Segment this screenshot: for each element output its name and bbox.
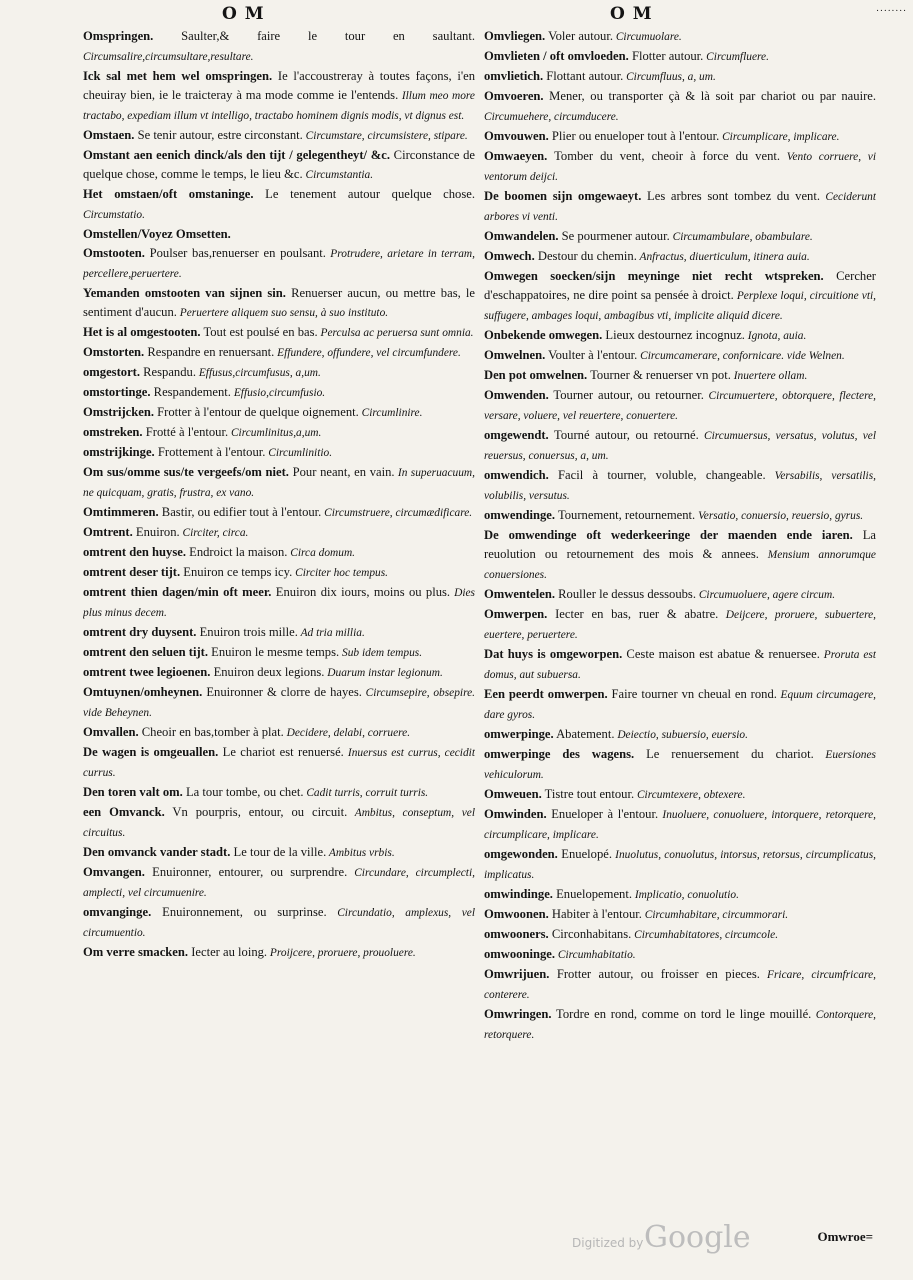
headword: Omwech. (484, 249, 535, 263)
dictionary-entry (83, 623, 475, 643)
french-definition: Tout est poulsé en bas. (200, 325, 318, 339)
latin-equivalent: Sub idem tempus. (339, 647, 423, 659)
latin-equivalent: Circumlinire. (358, 407, 423, 419)
french-definition: Tomber du vent, cheoir à force du vent. (547, 149, 781, 163)
dictionary-entry (83, 185, 475, 225)
french-definition: Saulter,& faire le tour en saultant. (153, 29, 475, 43)
headword: Om sus/omme sus/te vergeefs/om niet. (83, 465, 289, 479)
headword: Omwenden. (484, 388, 549, 402)
french-definition: Enuiron deux legions. (210, 665, 325, 679)
latin-equivalent: Effusio,circumfusio. (230, 387, 326, 399)
latin-equivalent: Cadit turris, corruit turris. (303, 787, 429, 799)
dictionary-entry (484, 645, 876, 685)
headword: Omspringen. (83, 29, 154, 43)
dictionary-entry (83, 843, 475, 863)
dictionary-entry (83, 67, 475, 126)
headword: Omwegen soecken/sijn meyninge niet recht wtspreken. (484, 269, 824, 283)
french-definition: Mener, ou transporter çà & là soit par chariot ou par nauire. (543, 89, 876, 103)
latin-equivalent: Effusus,circumfusus, a,um. (195, 367, 321, 379)
french-definition: Facil à tourner, voluble, changeable. (548, 468, 766, 482)
dictionary-entry (83, 523, 475, 543)
latin-equivalent: Perculsa ac peruersa sunt omnia. (317, 327, 474, 339)
dictionary-entry (484, 386, 876, 426)
french-definition: Vn pourpris, entour, ou circuit. (164, 805, 348, 819)
headword: Omweuen. (484, 787, 542, 801)
dictionary-entry (484, 147, 876, 187)
dictionary-entry (484, 885, 876, 905)
latin-equivalent: Circumcamerare, confornicare. vide Welnen. (637, 350, 845, 362)
french-definition: Circonhabitans. (548, 927, 632, 941)
dictionary-entry (484, 526, 876, 585)
dictionary-entry (484, 47, 876, 67)
dictionary-entry (484, 267, 876, 326)
latin-equivalent: Circumstatio. (83, 209, 145, 221)
latin-equivalent: Circumstruere, circumædificare. (321, 507, 473, 519)
google-logo: Google (644, 1220, 751, 1255)
dictionary-entry (484, 785, 876, 805)
headword: omtrent twee legioenen. (83, 665, 211, 679)
french-definition: Pour neant, en vain. (288, 465, 395, 479)
french-definition: Enuelopement. (552, 887, 632, 901)
french-definition: Enuiron trois mille. (196, 625, 298, 639)
latin-equivalent: Circumhabitare, circummorari. (641, 909, 789, 921)
latin-equivalent: Circumuertere, obtorquere, flectere, versare, voluere, vel reuertere, conuertere. (484, 390, 876, 422)
french-definition: Frotter autour, ou froisser en pieces. (549, 967, 760, 981)
latin-equivalent: Dies plus minus decem. (83, 587, 475, 619)
dictionary-entry (484, 466, 876, 506)
latin-equivalent: Duarum instar legionum. (324, 667, 443, 679)
headword: Omstaen. (83, 128, 135, 142)
french-definition: Habiter à l'entour. (548, 907, 642, 921)
headword: omtrent den seluen tijt. (83, 645, 208, 659)
french-definition: Frotté à l'entour. (142, 425, 229, 439)
latin-equivalent: Circumuolare. (612, 31, 682, 43)
french-definition: Tistre tout entour. (541, 787, 635, 801)
dictionary-entry (83, 423, 475, 443)
dictionary-entry (83, 443, 475, 463)
headword: omtrent thien dagen/min oft meer. (83, 585, 272, 599)
latin-equivalent: Circumsepire, obsepire. vide Beheynen. (83, 687, 475, 719)
dictionary-entry (484, 326, 876, 346)
latin-equivalent: Circumplicare, implicare. (719, 131, 840, 143)
french-definition: Le renuersement du chariot. (634, 747, 814, 761)
french-definition: Enueloper à l'entour. (546, 807, 659, 821)
dictionary-entry (83, 323, 475, 343)
dictionary-entry (83, 563, 475, 583)
dictionary-entry (484, 127, 876, 147)
latin-equivalent: Circumuehere, circumducere. (484, 111, 619, 123)
headword: omgewonden. (484, 847, 558, 861)
french-definition: Cheoir en bas,tomber à plat. (138, 725, 284, 739)
latin-equivalent: Circiter hoc tempus. (292, 567, 389, 579)
headword: een Omvanck. (83, 805, 165, 819)
headword: Omvallen. (83, 725, 139, 739)
latin-equivalent: Circa domum. (287, 547, 356, 559)
french-definition: Ceste maison est abatue & renuersee. (622, 647, 820, 661)
headword: omgewendt. (484, 428, 549, 442)
digitized-by-google-watermark (572, 1222, 772, 1262)
headword: Omwerpen. (484, 607, 548, 621)
headword: Omwentelen. (484, 587, 555, 601)
headword: omtrent deser tijt. (83, 565, 181, 579)
french-definition: Respandre en renuersant. (144, 345, 275, 359)
dictionary-entry (83, 343, 475, 363)
latin-equivalent: Implicatio, conuolutio. (631, 889, 739, 901)
dictionary-entry (83, 723, 475, 743)
french-definition: Tordre en rond, comme on tord le linge mouillé. (551, 1007, 812, 1021)
latin-equivalent: Peruertere aliquem suo sensu, à suo instituto. (176, 307, 389, 319)
catchword: Omwroe= (817, 1229, 873, 1244)
latin-equivalent: In superuacuum, ne quicquam, gratis, frustra, ex vano. (83, 467, 475, 499)
french-definition: Flottant autour. (543, 69, 624, 83)
latin-equivalent: Circumfluere. (703, 51, 769, 63)
french-definition: Se tenir autour, estre circonstant. (134, 128, 303, 142)
french-definition: Destour du chemin. (534, 249, 637, 263)
headword: Omtuynen/omheynen. (83, 685, 203, 699)
headword: omstortinge. (83, 385, 151, 399)
dictionary-entry (83, 643, 475, 663)
headword: omgestort. (83, 365, 140, 379)
latin-equivalent: Contorquere, retorquere. (484, 1009, 876, 1041)
latin-equivalent: Circumstare, circumsistere, stipare. (302, 130, 468, 142)
french-definition: La reuolution ou retournement des mois & annees. (484, 528, 876, 561)
latin-equivalent: Proijcere, proruere, prouoluere. (267, 947, 416, 959)
dictionary-entry (484, 845, 876, 885)
dictionary-entry (83, 284, 475, 323)
french-definition: Iecter au loing. (188, 945, 268, 959)
dictionary-entry (484, 227, 876, 247)
headword: Omstellen/Voyez Omsetten. (83, 227, 231, 241)
dictionary-entry (484, 366, 876, 386)
french-definition: Enuelopé. (557, 847, 612, 861)
latin-equivalent: Circundare, circumplecti, amplecti, vel circumuenire. (83, 867, 475, 899)
dictionary-entry (83, 863, 475, 903)
headword: Het omstaen/oft omstaninge. (83, 187, 254, 201)
headword: omwindinge. (484, 887, 553, 901)
dictionary-entry (484, 346, 876, 366)
headword: Onbekende omwegen. (484, 328, 603, 342)
headword: Omwoonen. (484, 907, 549, 921)
headword: Omtimmeren. (83, 505, 159, 519)
dictionary-entry (83, 403, 475, 423)
french-definition: Enuiron ce temps icy. (180, 565, 293, 579)
dictionary-entry (83, 683, 475, 723)
latin-equivalent: Circumstantia. (302, 169, 374, 181)
latin-equivalent: Inuoluere, conuoluere, intorquere, retorquere, circumplicare, implicare. (484, 809, 876, 841)
latin-equivalent: Decidere, delabi, corruere. (283, 727, 411, 739)
dictionary-entry (484, 925, 876, 945)
dictionary-entry (83, 244, 475, 284)
french-definition: Abatement. (553, 727, 615, 741)
headword: Omwandelen. (484, 229, 559, 243)
running-header (0, 4, 913, 26)
header-corner-mark: ........ (876, 4, 907, 14)
dictionary-entry (484, 745, 876, 785)
latin-equivalent: Protrudere, arietare in terram, percellere,peruertere. (83, 248, 475, 280)
dictionary-entry (484, 585, 876, 605)
headword: Omwinden. (484, 807, 547, 821)
headword: omwendich. (484, 468, 549, 482)
latin-equivalent: Perplexe loqui, circuitione vti, suffugere, ambages loqui, ambagibus vti, implicite aliquid dicere. (484, 290, 876, 322)
latin-equivalent: Circumfluus, a, um. (623, 71, 716, 83)
dictionary-entry (83, 503, 475, 523)
latin-equivalent: Deiectio, subuersio, euersio. (614, 729, 748, 741)
latin-equivalent: Fricare, circumfricare, conterere. (484, 969, 876, 1001)
french-definition: Enuironner, entourer, ou surprendre. (144, 865, 348, 879)
headword: De omwendinge oft wederkeeringe der maenden ende iaren. (484, 528, 853, 542)
dictionary-entry (484, 725, 876, 745)
french-definition: Ie l'accoustreray à toutes façons, i'en cheuiray bien, ie le traicteray à ma mode comme ie l'entends. (83, 69, 475, 102)
header-right: O M (610, 4, 653, 24)
headword: omtrent den huyse. (83, 545, 186, 559)
headword: omwerpinge des wagens. (484, 747, 635, 761)
french-definition: Flotter autour. (628, 49, 704, 63)
french-definition: Lieux destournez incognuz. (602, 328, 745, 342)
french-definition: Iecter en bas, ruer & abatre. (547, 607, 719, 621)
french-definition: Tournement, retournement. (555, 508, 696, 522)
dictionary-entry (83, 943, 475, 963)
dictionary-entry (484, 426, 876, 466)
headword: Om verre smacken. (83, 945, 189, 959)
dictionary-entry (484, 685, 876, 725)
headword: omvlietich. (484, 69, 544, 83)
dictionary-entry (83, 363, 475, 383)
latin-equivalent: Illum meo more tractabo, expediam illum vt intelligo, tractabo hominem dignis modis, vt dignus est. (83, 90, 475, 122)
dictionary-entry (83, 463, 475, 503)
headword: Omstant aen eenich dinck/als den tijt / gelegentheyt/ &c. (83, 148, 390, 162)
french-definition: Circonstance de quelque chose, comme le temps, le lieu &c. (83, 148, 475, 181)
latin-equivalent: Circumhabitatio. (555, 949, 636, 961)
headword: Omvouwen. (484, 129, 549, 143)
dictionary-entry (484, 187, 876, 227)
dictionary-entry (484, 67, 876, 87)
headword: omstreken. (83, 425, 143, 439)
headword: De wagen is omgeuallen. (83, 745, 219, 759)
dictionary-entry (83, 663, 475, 683)
french-definition: Cercher d'eschappatoires, ne dire point sa pensée à droict. (484, 269, 876, 302)
french-definition: Enuironner & clorre de hayes. (202, 685, 362, 699)
french-definition: Renuerser aucun, ou mettre bas, le sentiment d'aucun. (83, 286, 475, 319)
latin-equivalent: Ignota, auia. (744, 330, 807, 342)
dictionary-entry (484, 965, 876, 1005)
dictionary-entry (484, 247, 876, 267)
headword: Een peerdt omwerpen. (484, 687, 608, 701)
headword: Omtrent. (83, 525, 133, 539)
latin-equivalent: Inuolutus, conuolutus, intorsus, retorsus, circumplicatus, implicatus. (484, 849, 876, 881)
latin-equivalent: Equum circumagere, dare gyros. (484, 689, 876, 721)
headword: Omwrijuen. (484, 967, 550, 981)
french-definition: Tourné autour, ou retourné. (548, 428, 699, 442)
dictionary-entry (83, 126, 475, 146)
dictionary-entry (83, 27, 475, 67)
latin-equivalent: Circumuoluere, agere circum. (695, 589, 836, 601)
latin-equivalent: Circumlinitio. (265, 447, 333, 459)
headword: Omwelnen. (484, 348, 546, 362)
headword: Yemanden omstooten van sijnen sin. (83, 286, 286, 300)
headword: Omwaeyen. (484, 149, 548, 163)
dictionary-entry (484, 1005, 876, 1045)
dictionary-entry (83, 743, 475, 783)
watermark-digitized-text: Digitized by (572, 1236, 644, 1250)
french-definition: Poulser bas,renuerser en poulsant. (144, 246, 326, 260)
headword: Omstrijcken. (83, 405, 154, 419)
french-definition: Rouller le dessus dessoubs. (555, 587, 696, 601)
headword: omwooners. (484, 927, 549, 941)
french-definition: Frotter à l'entour de quelque oignement. (154, 405, 359, 419)
french-definition: Bastir, ou edifier tout à l'entour. (158, 505, 322, 519)
french-definition: Enuiron le mesme temps. (208, 645, 340, 659)
headword: omtrent dry duysent. (83, 625, 197, 639)
french-definition: Voulter à l'entour. (545, 348, 638, 362)
latin-equivalent: Circumhabitatores, circumcole. (631, 929, 779, 941)
headword: De boomen sijn omgewaeyt. (484, 189, 642, 203)
latin-equivalent: Inuertere ollam. (730, 370, 808, 382)
latin-equivalent: Ad tria millia. (297, 627, 365, 639)
dictionary-entry (484, 905, 876, 925)
headword: Omvlieten / oft omvloeden. (484, 49, 629, 63)
french-definition: Les arbres sont tombez du vent. (641, 189, 820, 203)
headword: Den toren valt om. (83, 785, 183, 799)
french-definition: Tourner autour, ou retourner. (548, 388, 704, 402)
latin-equivalent: Ceciderunt arbores vi venti. (484, 191, 876, 223)
french-definition: Frottement à l'entour. (154, 445, 266, 459)
dictionary-entry (83, 543, 475, 563)
headword: Omvangen. (83, 865, 145, 879)
latin-equivalent: Versatio, conuersio, reuersio, gyrus. (695, 510, 864, 522)
latin-equivalent: Deijcere, proruere, subuertere, euertere, peruertere. (484, 609, 876, 641)
french-definition: Enuiron dix iours, moins ou plus. (271, 585, 451, 599)
latin-equivalent: Inuersus est currus, cecidit currus. (83, 747, 475, 779)
latin-equivalent: Anfractus, diuerticulum, itinera auia. (636, 251, 810, 263)
headword: Omvliegen. (484, 29, 546, 43)
latin-equivalent: Circumuersus, versatus, volutus, vel reuersus, conuersus, a, um. (484, 430, 876, 462)
latin-equivalent: Versabilis, versatilis, volubilis, versutus. (484, 470, 876, 502)
headword: omstrijkinge. (83, 445, 155, 459)
headword: Omstooten. (83, 246, 145, 260)
latin-equivalent: Euersiones vehiculorum. (484, 749, 876, 781)
french-definition: Le tenement autour quelque chose. (253, 187, 475, 201)
french-definition: La tour tombe, ou chet. (182, 785, 304, 799)
headword: omwendinge. (484, 508, 556, 522)
french-definition: Respandu. (140, 365, 196, 379)
french-definition: Enuironnement, ou surprinse. (151, 905, 327, 919)
dictionary-entry (484, 605, 876, 645)
french-definition: Plier ou enueloper tout à l'entour. (548, 129, 720, 143)
dictionary-entry (83, 803, 475, 843)
french-definition: Se pourmener autour. (558, 229, 670, 243)
latin-equivalent: Mensium annorumque conuersiones. (484, 549, 876, 581)
headword: omvanginge. (83, 905, 152, 919)
latin-equivalent: Circundatio, amplexus, vel circumuentio. (83, 907, 475, 939)
headword: Den pot omwelnen. (484, 368, 588, 382)
french-definition: Respandement. (150, 385, 231, 399)
latin-equivalent: Circumsalire,circumsultare,resultare. (83, 51, 254, 63)
latin-equivalent: Proruta est domus, aut subuersa. (484, 649, 876, 681)
dictionary-entry (83, 783, 475, 803)
headword: omwerpinge. (484, 727, 554, 741)
headword: Omvoeren. (484, 89, 544, 103)
headword: Den omvanck vander stadt. (83, 845, 231, 859)
latin-equivalent: Circumlinitus,a,um. (228, 427, 322, 439)
dictionary-entry (83, 383, 475, 403)
dictionary-entry (83, 583, 475, 623)
latin-equivalent: Vento corruere, vi ventorum deijci. (484, 151, 876, 183)
headword: Omstorten. (83, 345, 145, 359)
dictionary-entry (484, 27, 876, 47)
dictionary-entry (484, 805, 876, 845)
dictionary-entry (83, 225, 475, 244)
headword: Het is al omgestooten. (83, 325, 201, 339)
dictionary-entry (484, 87, 876, 127)
latin-equivalent: Circiter, circa. (179, 527, 249, 539)
french-definition: Enuiron. (132, 525, 180, 539)
french-definition: Voler autour. (545, 29, 613, 43)
dictionary-entry (484, 945, 876, 965)
header-left: O M (222, 4, 265, 24)
french-definition: Tourner & renuerser vn pot. (587, 368, 731, 382)
french-definition: Endroict la maison. (185, 545, 288, 559)
french-definition: Faire tourner vn cheual en rond. (607, 687, 777, 701)
latin-equivalent: Ambitus vrbis. (326, 847, 395, 859)
dictionary-entry (83, 146, 475, 185)
latin-equivalent: Effundere, offundere, vel circumfundere. (274, 347, 461, 359)
headword: Omwringen. (484, 1007, 552, 1021)
headword: Dat huys is omgeworpen. (484, 647, 623, 661)
latin-equivalent: Circumambulare, obambulare. (669, 231, 813, 243)
latin-equivalent: Ambitus, conseptum, vel circuitus. (83, 807, 475, 839)
headword: omwooninge. (484, 947, 556, 961)
french-definition: Le tour de la ville. (230, 845, 327, 859)
french-definition: Le chariot est renuersé. (218, 745, 344, 759)
right-column (484, 27, 876, 1242)
dictionary-entry (83, 903, 475, 943)
dictionary-entry (484, 506, 876, 526)
latin-equivalent: Circumtexere, obtexere. (634, 789, 746, 801)
headword: Ick sal met hem wel omspringen. (83, 69, 273, 83)
left-column (83, 27, 475, 1242)
